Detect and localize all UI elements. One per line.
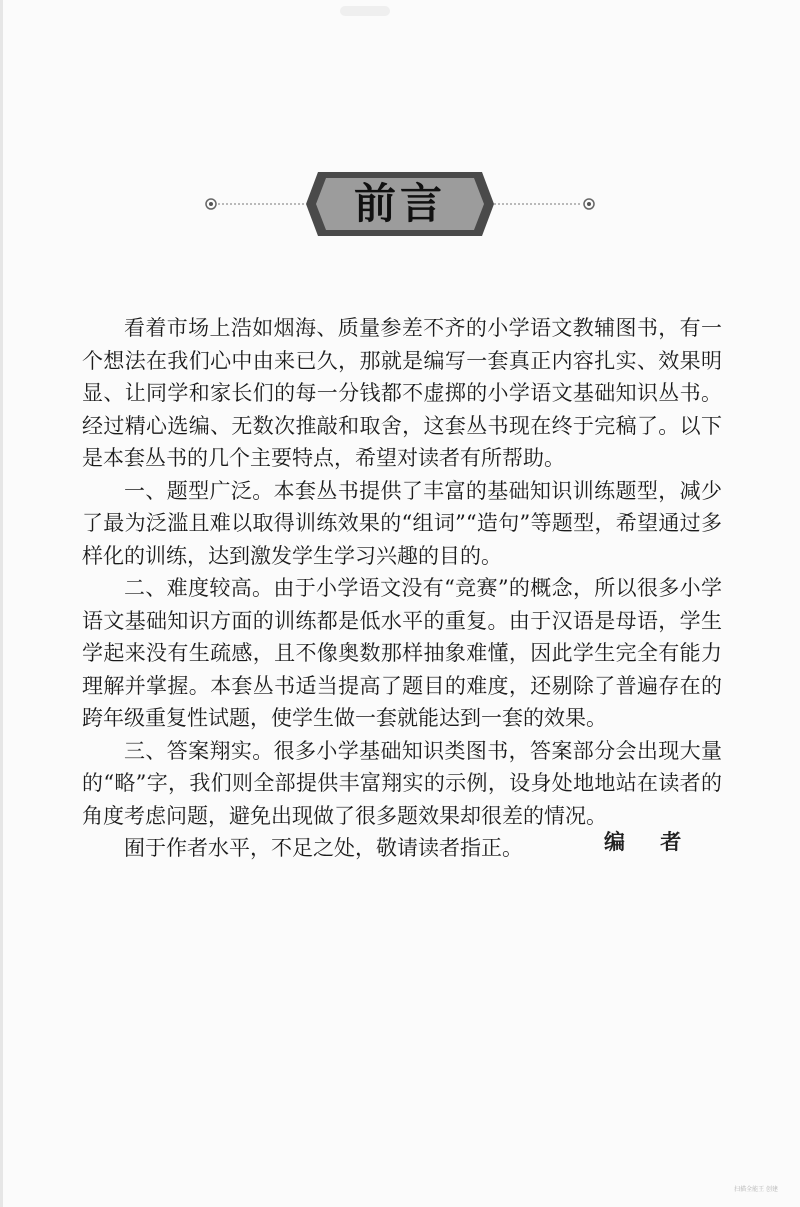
paragraph-feature-2: 二、难度较高。由于小学语文没有“竞赛”的概念，所以很多小学语文基础知识方面的训练都是低水平的重复。由于汉语是母语，学生学起来没有生疏感，且不像奥数那样抽象难懂，因此学生完全有能力理解并掌握。本套丛书适当提高了题目的难度，还剔除了普遍存在的跨年级重复性试题，使学生做一套就能达到一套的效果。	[82, 576, 722, 730]
scanner-watermark: 扫描全能王 创建	[734, 1186, 778, 1193]
paragraph-intro: 看着市场上浩如烟海、质量参差不齐的小学语文教辅图书，有一个想法在我们心中由来已久，那就是编写一套真正内容扎实、效果明显、让同学和家长们的每一分钱都不虚掷的小学语文基础知识丛书。经过精心选编、无数次推敲和取舍，这套丛书现在终于完稿了。以下是本套丛书的几个主要特点，希望对读者有所帮助。	[82, 316, 722, 470]
preface-body	[82, 312, 722, 865]
page-edge	[0, 0, 3, 1207]
paragraph-feature-3: 三、答案翔实。很多小学基础知识类图书，答案部分会出现大量的“略”字，我们则全部提供丰富翔实的示例，设身处地地站在读者的角度考虑问题，避免出现做了很多题效果却很差的情况。	[82, 738, 722, 828]
page-title: 前言	[353, 179, 446, 228]
top-scan-mark	[340, 6, 390, 16]
paragraph-feature-1: 一、题型广泛。本套丛书提供了丰富的基础知识训练题型，减少了最为泛滥且难以取得训练效果的“组词”“造句”等题型，希望通过多样化的训练，达到激发学生学习兴趣的目的。	[82, 478, 722, 568]
title-banner	[200, 168, 600, 240]
paragraph-closing: 囿于作者水平，不足之处，敬请读者指正。	[124, 836, 523, 860]
author-signature: 编 者	[604, 830, 696, 854]
